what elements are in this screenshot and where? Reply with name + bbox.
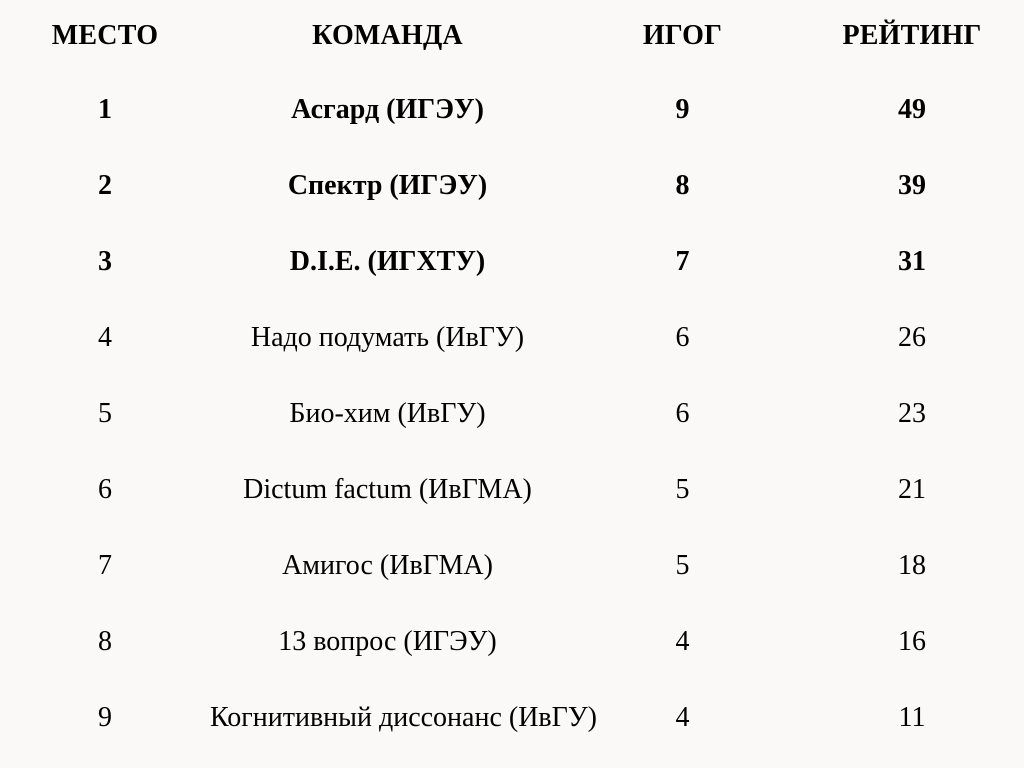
table-row <box>0 224 1024 300</box>
table-row <box>0 72 1024 148</box>
cell-team: 13 вопрос (ИГЭУ) <box>278 626 497 657</box>
header-row <box>0 0 1024 72</box>
header-total: ИГОГ <box>642 20 723 51</box>
cell-team: Био-хим (ИвГУ) <box>289 398 486 429</box>
cell-place: 6 <box>98 474 112 505</box>
cell-place: 5 <box>98 398 112 429</box>
cell-total: 5 <box>675 550 690 581</box>
header-place: МЕСТО <box>51 20 159 51</box>
cell-place: 8 <box>98 626 112 657</box>
cell-place: 9 <box>98 702 112 733</box>
table-row <box>0 452 1024 528</box>
cell-total: 8 <box>675 170 690 201</box>
cell-rating: 31 <box>898 246 926 277</box>
cell-total: 4 <box>675 626 690 657</box>
table-row <box>0 376 1024 452</box>
table-row <box>0 148 1024 224</box>
cell-place: 1 <box>98 94 112 125</box>
cell-team: Амигос (ИвГМА) <box>282 550 493 581</box>
cell-team: D.I.E. (ИГХТУ) <box>289 246 486 277</box>
table-header <box>0 0 1024 72</box>
table-row <box>0 300 1024 376</box>
cell-rating: 11 <box>898 702 926 733</box>
cell-total: 6 <box>675 322 690 353</box>
cell-total: 9 <box>675 94 690 125</box>
header-rating: РЕЙТИНГ <box>842 20 982 51</box>
cell-rating: 21 <box>898 474 926 505</box>
cell-place: 3 <box>98 246 112 277</box>
cell-rating: 16 <box>898 626 926 657</box>
cell-team: Надо подумать (ИвГУ) <box>250 322 525 353</box>
cell-total: 7 <box>675 246 690 277</box>
cell-place: 2 <box>98 170 112 201</box>
cell-place: 4 <box>98 322 112 353</box>
cell-team: Спектр (ИГЭУ) <box>287 170 488 201</box>
cell-total: 4 <box>675 702 690 733</box>
cell-team: Когнитивный диссонанс (ИвГУ) <box>210 702 597 733</box>
header-team: КОМАНДА <box>312 20 463 51</box>
cell-rating: 23 <box>898 398 926 429</box>
cell-rating: 26 <box>898 322 926 353</box>
cell-rating: 49 <box>898 94 926 125</box>
cell-total: 5 <box>675 474 690 505</box>
cell-place: 7 <box>98 550 112 581</box>
table-body <box>0 72 1024 756</box>
cell-total: 6 <box>675 398 690 429</box>
cell-team: Dictum factum (ИвГМА) <box>243 474 532 505</box>
table-row <box>0 604 1024 680</box>
table-row <box>0 680 1024 756</box>
cell-rating: 39 <box>898 170 926 201</box>
cell-team: Асгард (ИГЭУ) <box>291 94 484 125</box>
cell-rating: 18 <box>898 550 926 581</box>
table-row <box>0 528 1024 604</box>
